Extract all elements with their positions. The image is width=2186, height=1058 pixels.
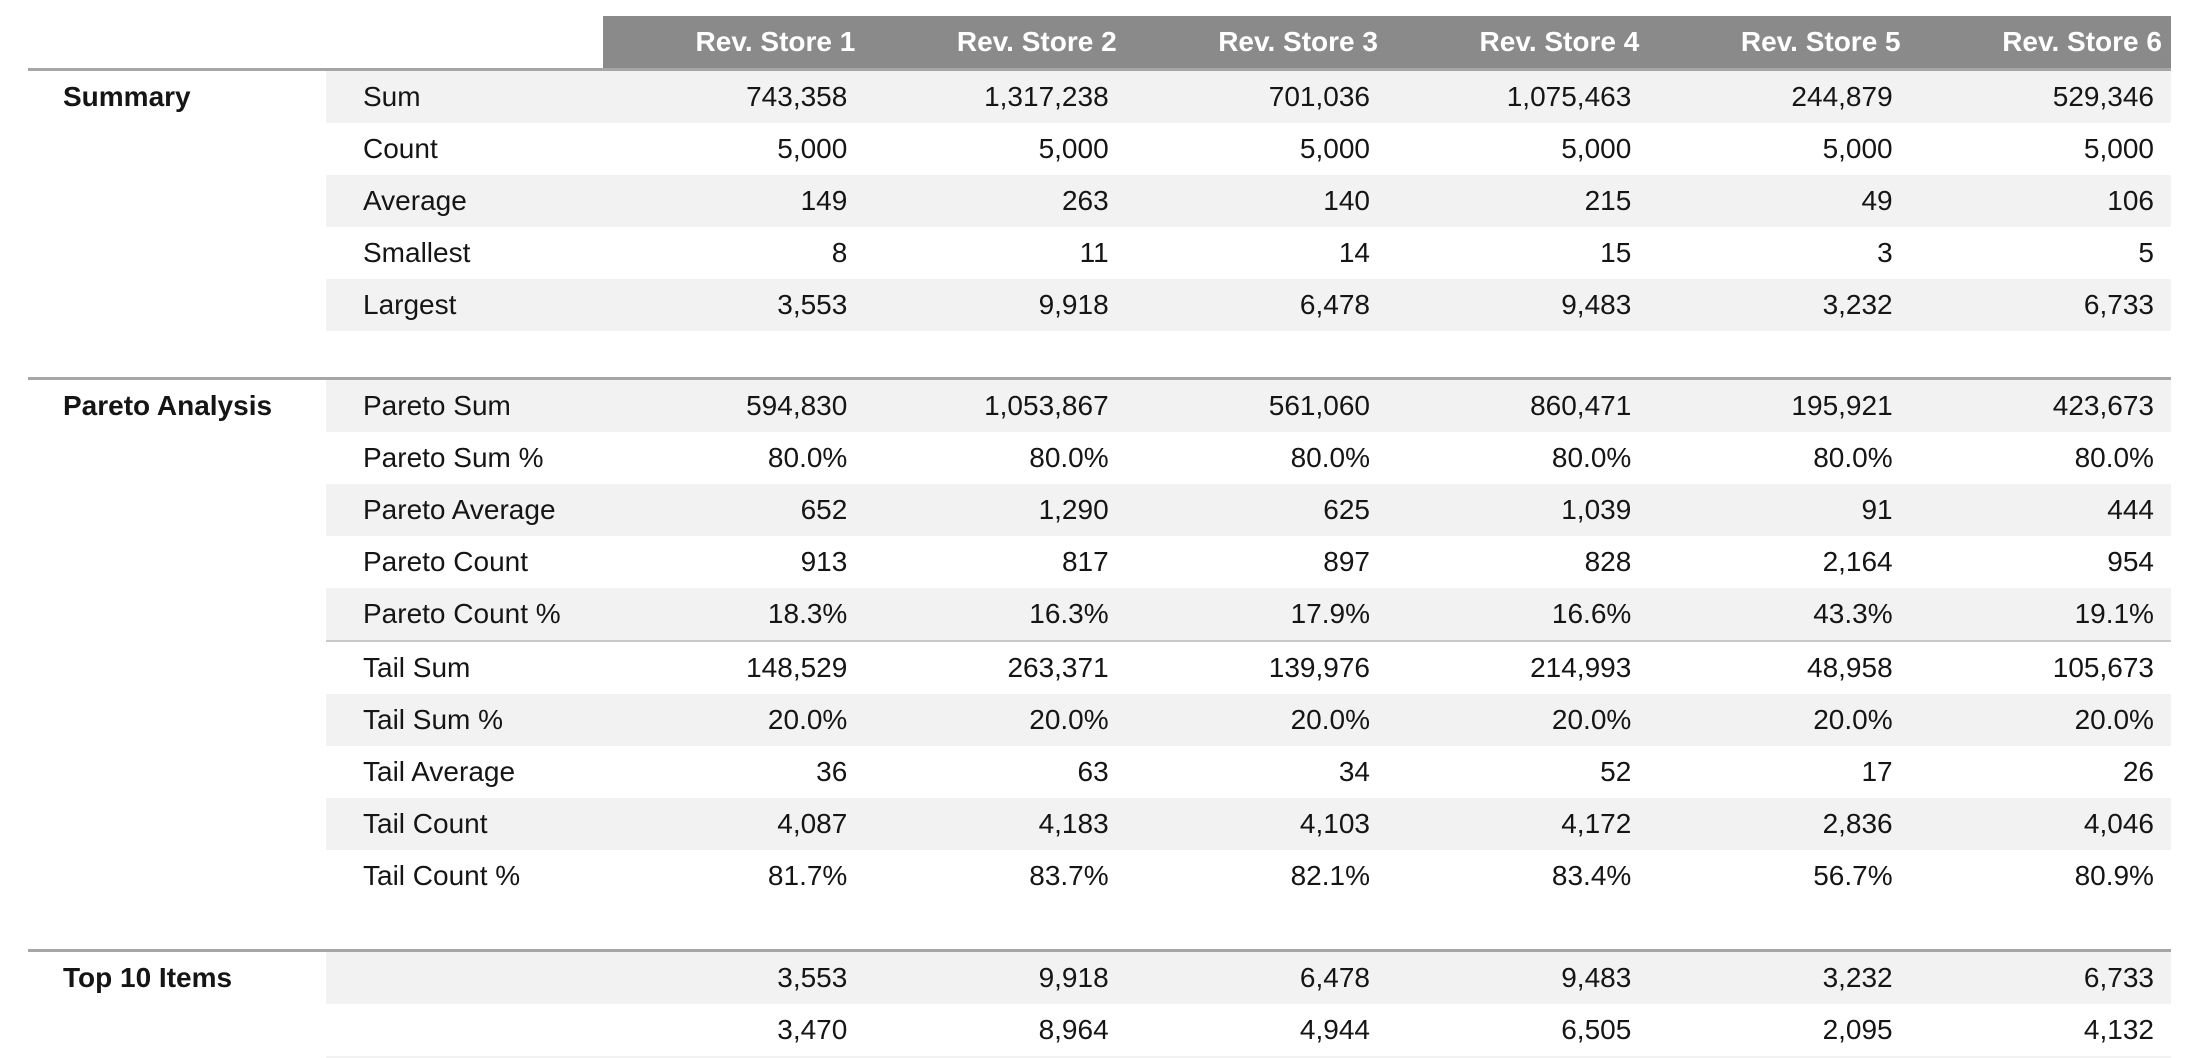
cell-value[interactable]: 195,921 [1791,390,1893,421]
cell-value[interactable]: 16.3% [1029,598,1109,629]
cell-value[interactable]: 36 [816,756,848,787]
cell-value[interactable]: 20.0% [2074,704,2154,735]
cell-value[interactable]: 2,164 [1822,546,1893,577]
cell-value[interactable]: 34 [1338,756,1370,787]
section-label [0,850,326,902]
cell-value[interactable]: 83.4% [1551,860,1632,891]
right-margin [2171,432,2186,484]
cell-value[interactable]: 5,000 [1038,133,1109,164]
cell-value[interactable]: 5 [2138,237,2154,268]
cell-value[interactable]: 18.3% [767,598,848,629]
section-label [0,227,326,279]
right-margin [2171,694,2186,746]
cell-value[interactable]: 80.0% [767,442,848,473]
cell-value[interactable]: 17 [1861,756,1893,787]
row-band [326,71,2171,123]
table-body [0,71,2186,1058]
right-margin [2171,952,2186,1004]
cell-value[interactable]: 1,290 [1038,494,1109,525]
column-header[interactable]: Rev. Store 2 [956,26,1117,57]
section-label [0,536,326,588]
cell-value[interactable]: 5,000 [2083,133,2154,164]
section-label [0,432,326,484]
table-row [0,1004,2186,1056]
section-label [0,798,326,850]
right-margin [2171,642,2186,694]
column-header-band [603,16,2171,68]
row-label[interactable]: Tail Count [363,808,488,839]
section-label [0,694,326,746]
top-margin [0,0,2186,16]
cell-value[interactable]: 3,232 [1822,289,1893,320]
cell-value[interactable]: 828 [1584,546,1632,577]
cell-value[interactable]: 9,918 [1038,962,1109,993]
cell-value[interactable]: 6,733 [2083,962,2154,993]
cell-value[interactable]: 4,132 [2083,1014,2154,1045]
row-label[interactable]: Pareto Sum [363,390,511,421]
right-margin [2171,16,2186,68]
cell-value[interactable]: 81.7% [767,860,848,891]
row-label[interactable]: Tail Count % [363,860,521,891]
cell-value[interactable]: 6,505 [1561,1014,1632,1045]
table-row [0,175,2186,227]
row-band [326,227,2171,279]
row-band [326,746,2171,798]
row-label[interactable]: Count [363,133,438,164]
cell-value[interactable]: 11 [1079,237,1109,268]
row-band [326,588,2171,640]
cell-value[interactable]: 3,553 [777,962,848,993]
row-label[interactable]: Largest [363,289,457,320]
section-label: Top 10 Items [0,952,326,1004]
cell-value[interactable]: 16.6% [1551,598,1632,629]
cell-value[interactable]: 80.9% [2074,860,2154,891]
row-label[interactable]: Pareto Count % [363,598,561,629]
cell-value[interactable]: 5,000 [1299,133,1370,164]
cell-value[interactable]: 91 [1861,494,1893,525]
cell-value[interactable]: 6,478 [1299,962,1370,993]
table-row [0,123,2186,175]
cell-value[interactable]: 106 [2107,185,2154,216]
row-band [326,175,2171,227]
cell-value[interactable]: 6,733 [2083,289,2154,320]
cell-value[interactable]: 561,060 [1268,390,1370,421]
cell-value[interactable]: 215 [1584,185,1632,216]
row-band [326,380,2171,432]
cell-value[interactable]: 140 [1323,185,1370,216]
right-margin [2171,279,2186,331]
column-header[interactable]: Rev. Store 3 [1218,26,1378,57]
cell-value[interactable]: 3,553 [777,289,848,320]
cell-value[interactable]: 56.7% [1813,860,1893,891]
row-band [326,123,2171,175]
table-row [0,850,2186,902]
cell-value[interactable]: 5,000 [1822,133,1893,164]
cell-value[interactable]: 20.0% [1551,704,1632,735]
cell-value[interactable]: 9,483 [1561,962,1632,993]
cell-value[interactable]: 8,964 [1038,1014,1109,1045]
cell-value[interactable]: 8 [831,237,848,268]
row-band [326,432,2171,484]
cell-value[interactable]: 80.0% [1029,442,1109,473]
table-row [0,279,2186,331]
section-label [0,279,326,331]
cell-value[interactable]: 82.1% [1290,860,1370,891]
cell-value[interactable]: 9,918 [1038,289,1109,320]
row-label[interactable]: Sum [363,81,421,112]
cell-value[interactable]: 63 [1077,756,1109,787]
table-row [0,694,2186,746]
cell-value[interactable]: 6,478 [1299,289,1370,320]
cell-value[interactable]: 43.3% [1813,598,1893,629]
header-left-spacer [0,16,603,68]
cell-value[interactable]: 244,879 [1791,81,1893,112]
cell-value[interactable]: 17.9% [1290,598,1370,629]
cell-value[interactable]: 105,673 [2052,652,2154,683]
cell-value[interactable]: 4,046 [2083,808,2154,839]
cell-value[interactable]: 954 [2107,546,2154,577]
table-row [0,484,2186,536]
cell-value[interactable]: 149 [800,185,848,216]
row-label[interactable]: Tail Average [363,756,516,787]
cell-value[interactable]: 1,053,867 [984,390,1109,421]
cell-value[interactable]: 214,993 [1530,652,1632,683]
section-gap [0,902,2186,949]
right-margin [2171,536,2186,588]
cell-value[interactable]: 897 [1323,546,1370,577]
cell-value[interactable]: 860,471 [1530,390,1632,421]
right-margin [2171,380,2186,432]
cell-value[interactable]: 2,095 [1822,1014,1893,1045]
right-margin [2171,588,2186,640]
cell-value[interactable]: 2,836 [1822,808,1893,839]
column-header[interactable]: Rev. Store 6 [2002,26,2162,57]
right-margin [2171,1004,2186,1056]
right-margin [2171,71,2186,123]
section-label [0,642,326,694]
cell-value[interactable]: 263,371 [1007,652,1109,683]
table-row [0,588,2186,640]
cell-value[interactable]: 5,000 [1561,133,1632,164]
row-band [326,536,2171,588]
table-row [0,798,2186,850]
row-label[interactable]: Average [363,185,467,216]
row-label[interactable] [326,1004,603,1056]
cell-value[interactable]: 3,232 [1822,962,1893,993]
cell-value[interactable]: 652 [800,494,848,525]
cell-value[interactable]: 4,944 [1299,1014,1370,1045]
column-header[interactable]: Rev. Store 5 [1740,26,1901,57]
table-row [0,746,2186,798]
cell-value[interactable]: 4,172 [1561,808,1632,839]
section-label: Summary [0,71,326,123]
cell-value[interactable]: 20.0% [1029,704,1109,735]
row-label[interactable]: Tail Sum [363,652,471,683]
cell-value[interactable]: 444 [2107,494,2154,525]
cell-value[interactable]: 14 [1338,237,1370,268]
cell-value[interactable]: 263 [1061,185,1109,216]
cell-value[interactable]: 80.0% [1551,442,1632,473]
cell-value[interactable]: 701,036 [1268,81,1370,112]
table-row [0,71,2186,123]
cell-value[interactable]: 19.1% [2074,598,2154,629]
cell-value[interactable]: 3 [1877,237,1893,268]
right-margin [2171,175,2186,227]
column-header[interactable]: Rev. Store 4 [1479,26,1640,57]
row-label[interactable]: Pareto Average [363,494,556,525]
table-row [0,227,2186,279]
section-label: Pareto Analysis [0,380,326,432]
cell-value[interactable]: 9,483 [1561,289,1632,320]
cell-value[interactable]: 4,183 [1038,808,1109,839]
row-band [326,484,2171,536]
row-label[interactable]: Pareto Count [363,546,528,577]
cell-value[interactable]: 913 [800,546,848,577]
cell-value[interactable]: 139,976 [1268,652,1370,683]
column-header[interactable]: Rev. Store 1 [695,26,856,57]
right-margin [2171,746,2186,798]
cell-value[interactable]: 20.0% [1290,704,1370,735]
row-label[interactable] [326,952,603,1004]
right-margin [2171,227,2186,279]
cell-value[interactable]: 48,958 [1807,652,1893,683]
cell-value[interactable]: 529,346 [2052,81,2154,112]
right-margin [2171,798,2186,850]
cell-value[interactable]: 52 [1600,756,1632,787]
row-band [326,279,2171,331]
section-label [0,123,326,175]
table-row [0,642,2186,694]
cell-value[interactable]: 625 [1323,494,1370,525]
section-label [0,746,326,798]
cell-value[interactable]: 4,103 [1299,808,1370,839]
cell-value[interactable]: 20.0% [767,704,848,735]
section-label [0,588,326,640]
row-label[interactable]: Tail Sum % [363,704,504,735]
cell-value[interactable]: 80.0% [1290,442,1370,473]
table-row [0,536,2186,588]
table-row [0,952,2186,1004]
cell-value[interactable]: 26 [2122,756,2154,787]
cell-value[interactable]: 1,317,238 [984,81,1109,112]
cell-value[interactable]: 743,358 [746,81,848,112]
table-row [0,432,2186,484]
section-label [0,1004,326,1056]
cell-value[interactable]: 817 [1061,546,1109,577]
cell-value[interactable]: 80.0% [1813,442,1893,473]
row-band [326,952,2171,1004]
column-header-row [0,16,2186,68]
section-label [0,484,326,536]
right-margin [2171,850,2186,902]
section-label [0,175,326,227]
cell-value[interactable]: 594,830 [746,390,848,421]
cell-value[interactable]: 423,673 [2052,390,2154,421]
right-margin [2171,123,2186,175]
cell-value[interactable]: 49 [1861,185,1893,216]
row-band [326,694,2171,746]
cell-value[interactable]: 3,470 [777,1014,848,1045]
table-row [0,380,2186,432]
cell-value[interactable]: 80.0% [2074,442,2154,473]
row-band [326,1004,2171,1056]
cell-value[interactable]: 5,000 [777,133,848,164]
row-band [326,850,2171,902]
section-gap [0,331,2186,377]
row-band [326,642,2171,694]
cell-value[interactable]: 83.7% [1029,860,1109,891]
row-label[interactable]: Pareto Sum % [363,442,544,473]
cell-value[interactable]: 20.0% [1813,704,1893,735]
cell-value[interactable]: 1,075,463 [1506,81,1632,112]
cell-value[interactable]: 15 [1600,237,1632,268]
row-label[interactable]: Smallest [363,237,471,268]
right-margin [2171,484,2186,536]
row-band [326,798,2171,850]
cell-value[interactable]: 148,529 [746,652,848,683]
cell-value[interactable]: 4,087 [777,808,848,839]
cell-value[interactable]: 1,039 [1561,494,1632,525]
